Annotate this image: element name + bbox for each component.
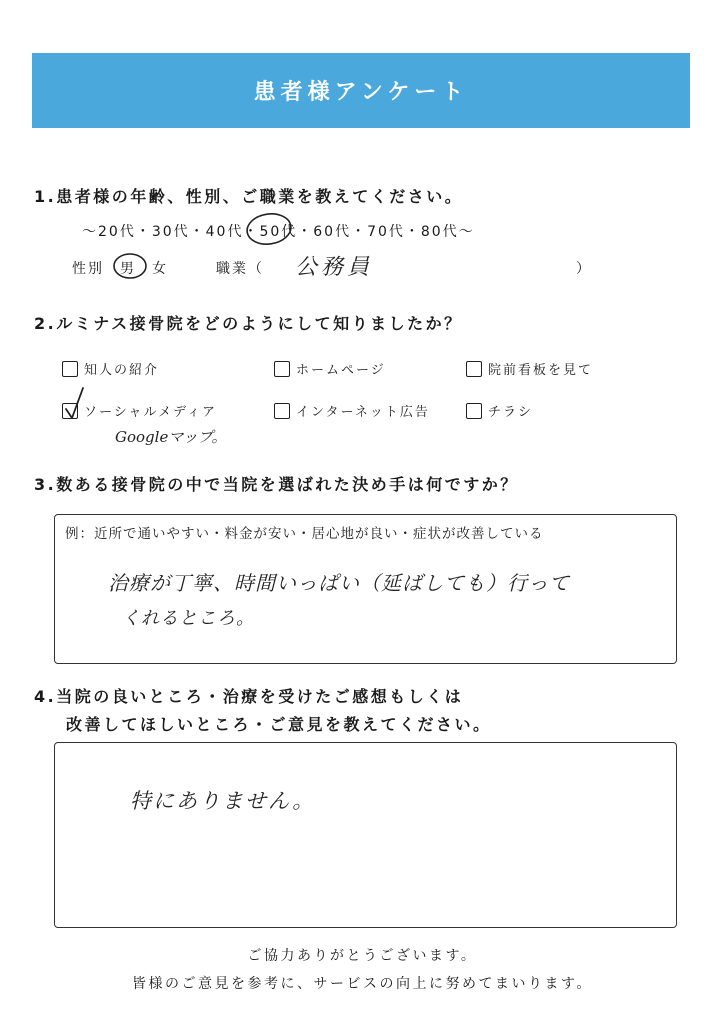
gender-male-option: 男 xyxy=(120,261,136,277)
gender-female-option: 女 xyxy=(152,261,168,277)
q4-answer: 特にありません。 xyxy=(130,789,316,813)
checkbox[interactable] xyxy=(274,361,290,377)
q2-heading: 2.ルミナス接骨院をどのようにして知りましたか？ xyxy=(34,314,463,333)
checkbox[interactable] xyxy=(62,403,78,419)
checkbox[interactable] xyxy=(62,361,78,377)
checkbox[interactable] xyxy=(274,403,290,419)
source-option-social-media[interactable] xyxy=(62,401,217,420)
q4-answer-box[interactable] xyxy=(54,742,677,928)
checkbox[interactable] xyxy=(466,403,482,419)
option-label: 院前看板を見て xyxy=(488,363,594,378)
q3-heading: 3.数ある接骨院の中で当院を選ばれた決め手は何ですか？ xyxy=(34,475,519,494)
footer-thanks: ご協力ありがとうございます。 xyxy=(247,948,478,964)
q3-answer-line2: くれるところ。 xyxy=(122,608,255,629)
source-option-internet-ad[interactable] xyxy=(274,401,430,420)
q4-heading-line2: 改善してほしいところ・ご意見を教えてください。 xyxy=(66,715,492,734)
gender-label: 性別 xyxy=(72,261,104,277)
option-label: インターネット広告 xyxy=(296,405,430,420)
occupation-label: 職業（ xyxy=(216,261,264,277)
page-title: 患者様アンケート xyxy=(253,80,469,105)
q3-answer-line1: 治療が丁寧、時間いっぱい（延ばしても）行って xyxy=(108,571,570,595)
source-option-referral[interactable] xyxy=(62,359,159,378)
occupation-close-paren: ） xyxy=(576,261,592,277)
option-label: ソーシャルメディア xyxy=(84,405,218,420)
social-media-note: Googleマップ。 xyxy=(115,428,227,446)
option-label: ホームページ xyxy=(296,363,386,378)
checkbox[interactable] xyxy=(466,361,482,377)
q3-example: 例：近所で通いやすい・料金が安い・居心地が良い・症状が改善している xyxy=(65,526,544,542)
occupation-answer: 公務員 xyxy=(295,255,374,280)
q1-heading: 1.患者様の年齢、性別、ご職業を教えてください。 xyxy=(34,187,464,206)
age-options: ～20代・30代・40代・50代・60代・70代・80代～ xyxy=(82,224,475,240)
source-option-signboard[interactable] xyxy=(466,359,593,378)
option-label: チラシ xyxy=(488,405,534,420)
source-option-flyer[interactable] xyxy=(466,401,533,420)
footer-message: 皆様のご意見を参考に、サービスの向上に努めてまいります。 xyxy=(132,976,593,992)
source-option-homepage[interactable] xyxy=(274,359,386,378)
q4-heading-line1: 4.当院の良いところ・治療を受けたご感想もしくは xyxy=(34,687,464,706)
option-label: 知人の紹介 xyxy=(84,363,160,378)
title-banner xyxy=(32,53,690,128)
